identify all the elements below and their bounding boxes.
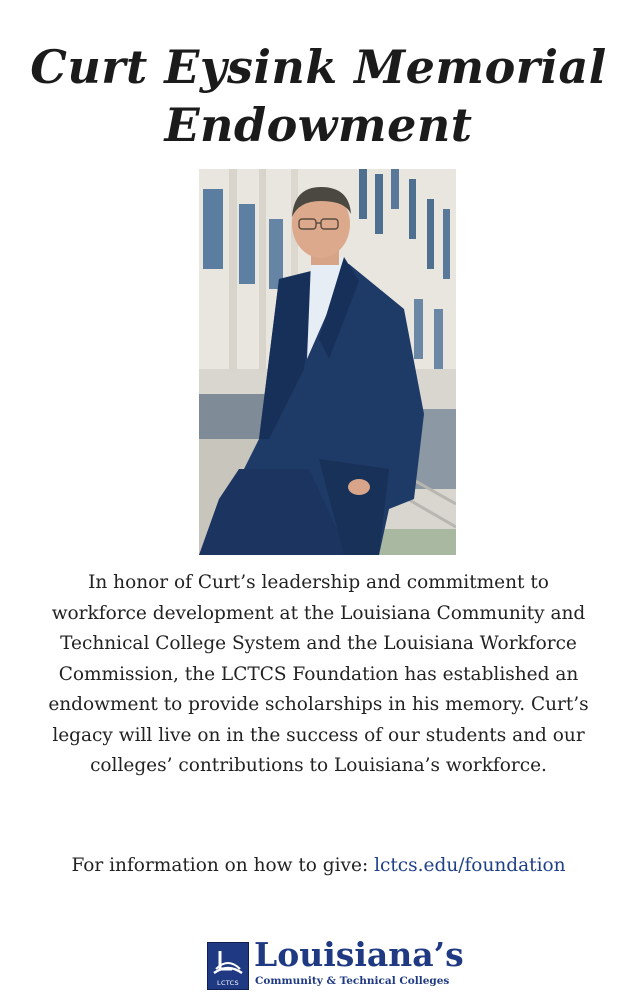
lctcs-logo-mark	[207, 942, 249, 990]
giving-info	[0, 852, 637, 880]
page-title	[0, 38, 637, 154]
lctcs-mark-text: LCTCS	[217, 979, 239, 987]
foundation-link[interactable]: lctcs.edu/foundation	[374, 855, 566, 876]
giving-info-prefix: For information on how to give:	[71, 855, 369, 876]
book-icon	[208, 943, 248, 981]
logo-subtitle: Community & Technical Colleges	[255, 975, 450, 987]
lctcs-logo	[207, 935, 464, 991]
body-paragraph: In honor of Curt’s leadership and commitment to workforce development at the Louisiana Community and Technical College System and the Louisiana Workforce Commission, the LCTCS Foundation has established an endowment to provide scholarships in his memory. Curt’s legacy will live on in the success of our students and our colleges’ contributions to Louisiana’s workforce.	[48, 572, 589, 776]
title-line-1: Curt Eysink Memorial	[30, 40, 607, 94]
portrait-photo	[199, 169, 456, 555]
title-line-2: Endowment	[164, 98, 473, 152]
logo-name: Louisiana’s	[254, 935, 464, 974]
